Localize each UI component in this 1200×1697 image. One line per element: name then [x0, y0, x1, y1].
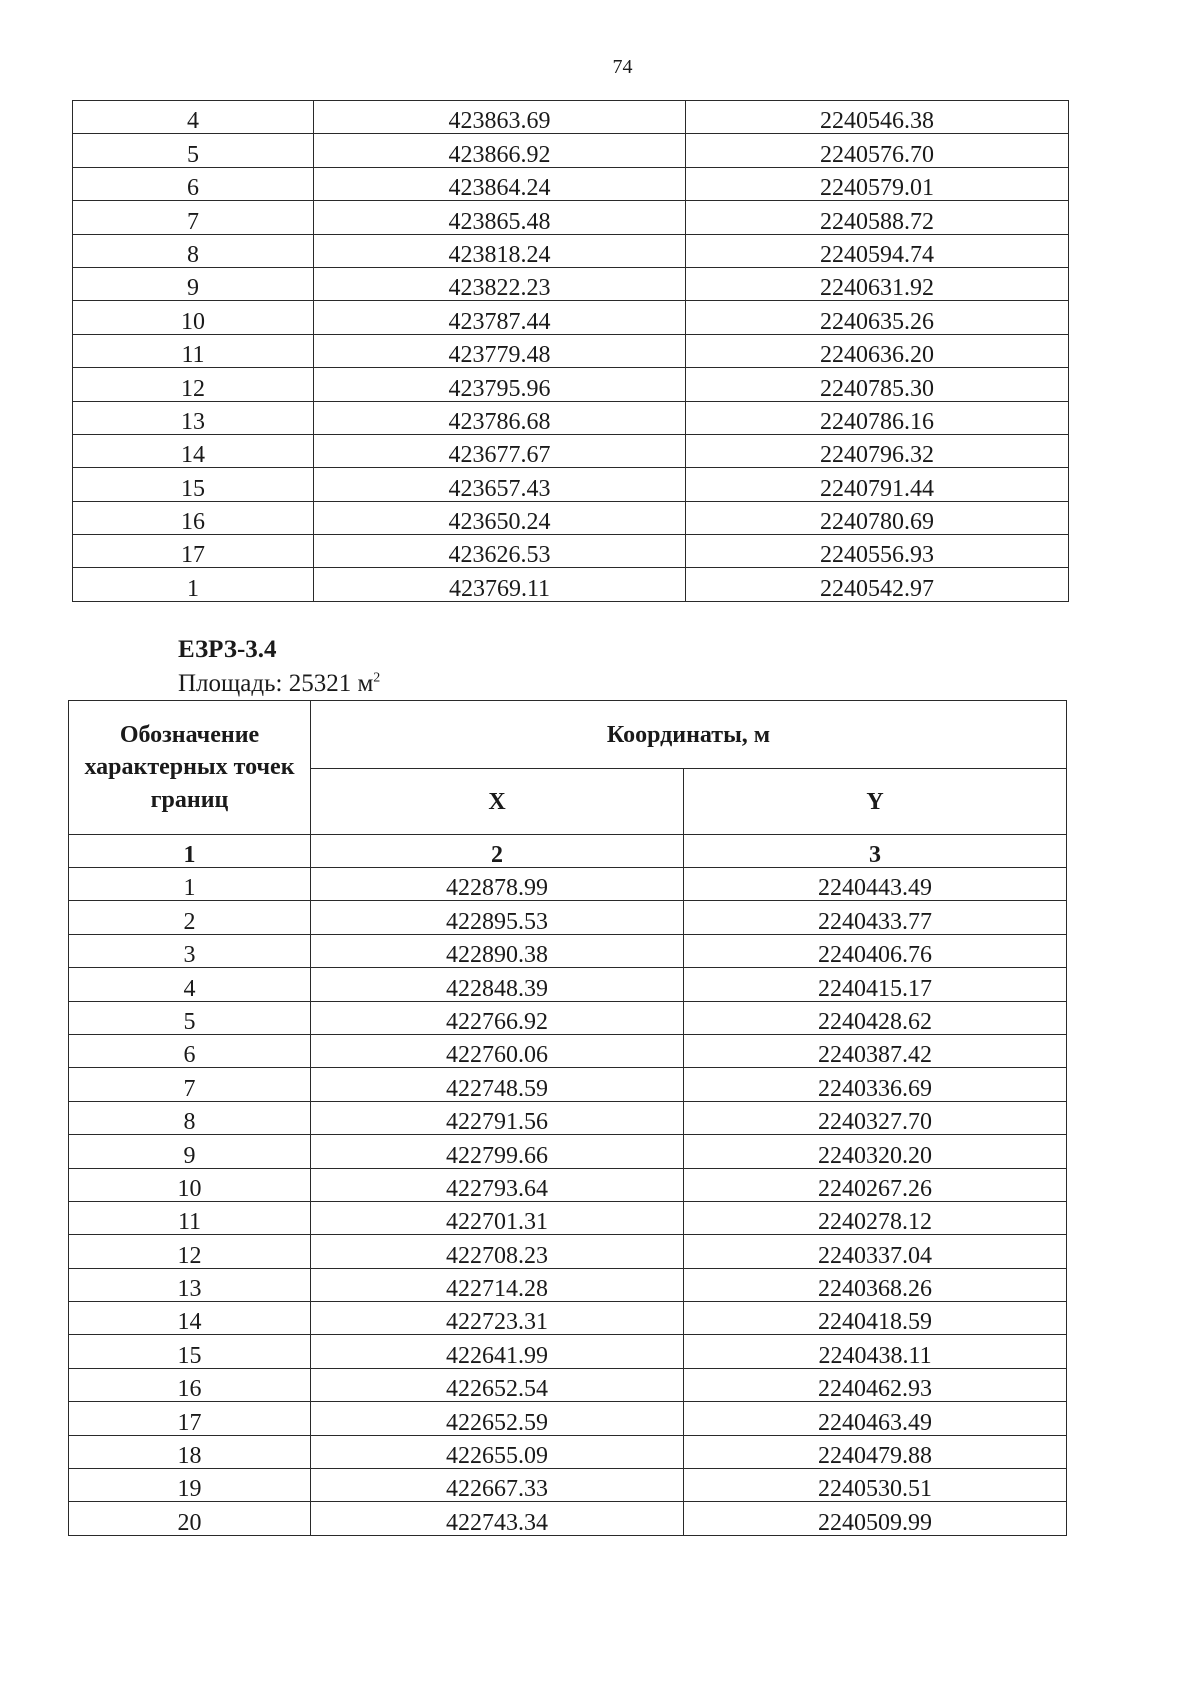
coordinates-table	[68, 700, 1067, 1536]
x-coordinate-cell: 422793.64	[311, 1168, 684, 1201]
table-row	[73, 234, 1069, 267]
table-row	[69, 1101, 1067, 1134]
column-number: 2	[311, 835, 684, 868]
y-coordinate-cell: 2240594.74	[686, 234, 1069, 267]
point-number-cell: 5	[69, 1001, 311, 1034]
table-row	[69, 1168, 1067, 1201]
y-coordinate-cell: 2240530.51	[684, 1469, 1067, 1502]
y-coordinate-cell: 2240785.30	[686, 368, 1069, 401]
y-coordinate-cell: 2240579.01	[686, 167, 1069, 200]
table-row	[73, 468, 1069, 501]
table-row	[69, 1368, 1067, 1401]
area-unit-superscript: 2	[373, 670, 381, 686]
point-number-cell: 14	[69, 1302, 311, 1335]
zone-area	[178, 670, 380, 698]
y-coordinate-cell: 2240479.88	[684, 1435, 1067, 1468]
area-label: Площадь: 25321 м	[178, 670, 374, 697]
y-coordinate-cell: 2240509.99	[684, 1502, 1067, 1535]
point-number-cell: 11	[69, 1201, 311, 1234]
x-coordinate-cell: 423822.23	[314, 267, 686, 300]
y-coordinate-cell: 2240337.04	[684, 1235, 1067, 1268]
point-number-cell: 4	[73, 101, 314, 134]
table-row	[69, 1068, 1067, 1101]
table-row	[73, 434, 1069, 467]
x-coordinate-cell: 422701.31	[311, 1201, 684, 1234]
table-row	[73, 101, 1069, 134]
table-row	[69, 1335, 1067, 1368]
table-row	[69, 1034, 1067, 1067]
table-row	[73, 167, 1069, 200]
table-row	[69, 1135, 1067, 1168]
point-number-cell: 20	[69, 1502, 311, 1535]
y-coordinate-cell: 2240418.59	[684, 1302, 1067, 1335]
point-number-cell: 11	[73, 334, 314, 367]
point-number-cell: 16	[73, 501, 314, 534]
y-coordinate-cell: 2240428.62	[684, 1001, 1067, 1034]
x-coordinate-cell: 423786.68	[314, 401, 686, 434]
x-coordinate-cell: 422723.31	[311, 1302, 684, 1335]
table-row	[69, 1235, 1067, 1268]
x-coordinate-cell: 423866.92	[314, 134, 686, 167]
x-coordinate-cell: 422799.66	[311, 1135, 684, 1168]
table-row	[69, 1502, 1067, 1535]
point-number-cell: 17	[73, 535, 314, 568]
y-coordinate-cell: 2240320.20	[684, 1135, 1067, 1168]
y-coordinate-cell: 2240415.17	[684, 968, 1067, 1001]
y-coordinate-cell: 2240588.72	[686, 201, 1069, 234]
column-number-row	[69, 835, 1067, 868]
x-coordinate-cell: 422743.34	[311, 1502, 684, 1535]
x-coordinate-cell: 422652.59	[311, 1402, 684, 1435]
y-coordinate-cell: 2240387.42	[684, 1034, 1067, 1067]
point-number-cell: 16	[69, 1368, 311, 1401]
table-row	[73, 134, 1069, 167]
y-coordinate-cell: 2240576.70	[686, 134, 1069, 167]
point-number-cell: 2	[69, 901, 311, 934]
point-number-cell: 12	[73, 368, 314, 401]
point-number-cell: 19	[69, 1469, 311, 1502]
y-coordinate-cell: 2240780.69	[686, 501, 1069, 534]
y-header: Y	[684, 769, 1067, 835]
x-header: X	[311, 769, 684, 835]
column-number: 3	[684, 835, 1067, 868]
table-row	[69, 1001, 1067, 1034]
point-number-cell: 10	[69, 1168, 311, 1201]
table-row	[73, 368, 1069, 401]
x-coordinate-cell: 422655.09	[311, 1435, 684, 1468]
point-number-cell: 9	[69, 1135, 311, 1168]
table-row	[69, 868, 1067, 901]
x-coordinate-cell: 422714.28	[311, 1268, 684, 1301]
y-coordinate-cell: 2240462.93	[684, 1368, 1067, 1401]
point-number-cell: 1	[69, 868, 311, 901]
x-coordinate-cell: 422708.23	[311, 1235, 684, 1268]
table-row	[69, 1435, 1067, 1468]
y-coordinate-cell: 2240635.26	[686, 301, 1069, 334]
y-coordinate-cell: 2240546.38	[686, 101, 1069, 134]
y-coordinate-cell: 2240438.11	[684, 1335, 1067, 1368]
point-number-cell: 6	[73, 167, 314, 200]
table-row	[69, 968, 1067, 1001]
point-number-cell: 10	[73, 301, 314, 334]
x-coordinate-cell: 423779.48	[314, 334, 686, 367]
y-coordinate-cell: 2240636.20	[686, 334, 1069, 367]
coordinates-table-continued	[72, 100, 1069, 602]
point-number-cell: 8	[69, 1101, 311, 1134]
table-row	[69, 934, 1067, 967]
y-coordinate-cell: 2240406.76	[684, 934, 1067, 967]
table-row	[73, 334, 1069, 367]
point-number-cell: 7	[69, 1068, 311, 1101]
zone-heading	[178, 636, 380, 698]
point-number-cell: 4	[69, 968, 311, 1001]
table-row	[73, 568, 1069, 601]
point-number-cell: 5	[73, 134, 314, 167]
x-coordinate-cell: 422848.39	[311, 968, 684, 1001]
y-coordinate-cell: 2240556.93	[686, 535, 1069, 568]
y-coordinate-cell: 2240542.97	[686, 568, 1069, 601]
point-number-cell: 14	[73, 434, 314, 467]
x-coordinate-cell: 423650.24	[314, 501, 686, 534]
x-coordinate-cell: 423787.44	[314, 301, 686, 334]
point-number-cell: 15	[69, 1335, 311, 1368]
y-coordinate-cell: 2240796.32	[686, 434, 1069, 467]
point-designation-header: Обозначение характерных точек границ	[69, 701, 311, 835]
table-row	[73, 301, 1069, 334]
point-number-cell: 18	[69, 1435, 311, 1468]
point-number-cell: 13	[69, 1268, 311, 1301]
table-body	[69, 868, 1067, 1536]
point-number-cell: 15	[73, 468, 314, 501]
x-coordinate-cell: 422641.99	[311, 1335, 684, 1368]
x-coordinate-cell: 422667.33	[311, 1469, 684, 1502]
x-coordinate-cell: 423626.53	[314, 535, 686, 568]
table-row	[69, 1469, 1067, 1502]
point-number-cell: 6	[69, 1034, 311, 1067]
y-coordinate-cell: 2240791.44	[686, 468, 1069, 501]
y-coordinate-cell: 2240786.16	[686, 401, 1069, 434]
x-coordinate-cell: 423818.24	[314, 234, 686, 267]
point-number-cell: 13	[73, 401, 314, 434]
y-coordinate-cell: 2240443.49	[684, 868, 1067, 901]
x-coordinate-cell: 422791.56	[311, 1101, 684, 1134]
x-coordinate-cell: 422890.38	[311, 934, 684, 967]
point-number-cell: 9	[73, 267, 314, 300]
table-row	[69, 1268, 1067, 1301]
x-coordinate-cell: 422760.06	[311, 1034, 684, 1067]
table-row	[69, 901, 1067, 934]
x-coordinate-cell: 423863.69	[314, 101, 686, 134]
point-number-cell: 17	[69, 1402, 311, 1435]
x-coordinate-cell: 423677.67	[314, 434, 686, 467]
x-coordinate-cell: 423657.43	[314, 468, 686, 501]
y-coordinate-cell: 2240463.49	[684, 1402, 1067, 1435]
y-coordinate-cell: 2240433.77	[684, 901, 1067, 934]
table-row	[73, 201, 1069, 234]
y-coordinate-cell: 2240278.12	[684, 1201, 1067, 1234]
y-coordinate-cell: 2240631.92	[686, 267, 1069, 300]
header-row	[69, 701, 1067, 769]
x-coordinate-cell: 422652.54	[311, 1368, 684, 1401]
point-number-cell: 7	[73, 201, 314, 234]
table-row	[73, 535, 1069, 568]
table-row	[69, 1402, 1067, 1435]
x-coordinate-cell: 423795.96	[314, 368, 686, 401]
table-body	[73, 101, 1069, 602]
x-coordinate-cell: 422766.92	[311, 1001, 684, 1034]
x-coordinate-cell: 423864.24	[314, 167, 686, 200]
coordinates-header: Координаты, м	[311, 701, 1067, 769]
x-coordinate-cell: 422748.59	[311, 1068, 684, 1101]
table-row	[69, 1302, 1067, 1335]
table-row	[69, 1201, 1067, 1234]
point-number-cell: 3	[69, 934, 311, 967]
table-header	[69, 701, 1067, 868]
x-coordinate-cell: 423769.11	[314, 568, 686, 601]
x-coordinate-cell: 422895.53	[311, 901, 684, 934]
column-number: 1	[69, 835, 311, 868]
point-number-cell: 8	[73, 234, 314, 267]
point-number-cell: 1	[73, 568, 314, 601]
x-coordinate-cell: 422878.99	[311, 868, 684, 901]
zone-title: ЕЗРЗ-3.4	[178, 636, 277, 663]
y-coordinate-cell: 2240368.26	[684, 1268, 1067, 1301]
x-coordinate-cell: 423865.48	[314, 201, 686, 234]
y-coordinate-cell: 2240327.70	[684, 1101, 1067, 1134]
y-coordinate-cell: 2240336.69	[684, 1068, 1067, 1101]
point-number-cell: 12	[69, 1235, 311, 1268]
table-row	[73, 267, 1069, 300]
table-row	[73, 501, 1069, 534]
table-row	[73, 401, 1069, 434]
page-number: 74	[612, 56, 633, 78]
y-coordinate-cell: 2240267.26	[684, 1168, 1067, 1201]
